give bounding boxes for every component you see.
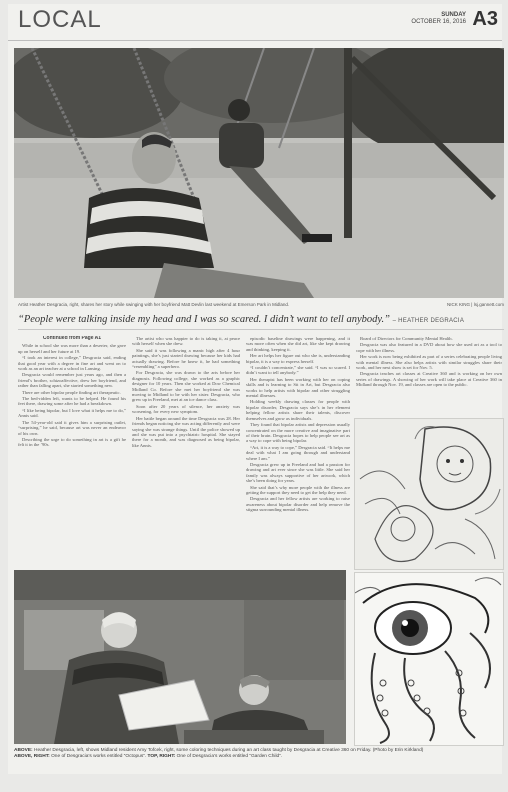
article-paragraph: She said that’s why more people with the illness are getting the support they need to get the help they need.: [246, 484, 350, 495]
article-paragraph: They found that bipolar artists and depression usually concentrated on the more creative and imaginative part of their brain. Desgracia hopes to help people see art as a way to cope with being bipolar.: [246, 422, 350, 444]
article-paragraph: Desgracia would remember just years ago, and then a friend’s brother, schizoaffective, drew her boyfriend, and rather than falling apart, she started something new.: [18, 372, 126, 389]
article-paragraph: She said it was following a manic high after 4 hour paintings, she’s just started drawing because her kids had actually drawing. Before he knew it, he had something “resembling” a superhero.: [132, 347, 240, 370]
article-paragraph: episodic baseline drawings were happening, and it was more often when she did art, like she kept drawing and thinking, keeping it.: [246, 336, 350, 352]
article-paragraph: There are other bipolar people finding art therapeutic.: [22, 389, 121, 395]
dateline: [411, 12, 466, 26]
article-paragraph: Her work is now being exhibited as part of a series celebrating people living with mental illness. She also helps artists with similar struggles share their work, and her next show is set for Nov. 5.: [356, 354, 502, 371]
article-paragraph: Board of Directors for Community Mental Health.: [360, 336, 453, 341]
article-paragraph: Holding weekly drawing classes for people with bipolar disorder, Desgracia says she’s in her element helping fellow artists share their talents, discover themselves and grow as individuals.: [246, 399, 350, 421]
pull-quote-attribution: – HEATHER DEGRACIA: [392, 318, 465, 324]
pull-quote-text: “People were talking inside my head and I was so scared. I didn’t want to tell anybody.”: [18, 314, 390, 325]
garden-child-drawing: [355, 419, 503, 569]
swing-photo-illustration: [14, 48, 504, 298]
article-paragraph: Desgracia grew up in Freeland and had a passion for drawing and art ever since she was little. She said her family was always supportive of her artwork, which she’s been doing for years.: [246, 461, 350, 484]
artwork-octopus: [354, 572, 504, 746]
caption-above-label: ABOVE:: [14, 748, 33, 753]
pull-quote: [18, 314, 504, 330]
bottom-photo: [14, 570, 346, 744]
article-paragraph: Describing the urge to do something in art is a gift he felt it in the ’90s.: [18, 436, 126, 448]
top-photo-caption-line: [18, 302, 504, 307]
article-paragraph: The 54-year-old said it gives him a surprising outlet, “surprising,” he said, because art was never an endeavor of his own.: [18, 419, 126, 436]
bottom-caption: [14, 748, 502, 760]
article-paragraph: Soon after 20 years of silence, her anxiety was worsening, for every new symptom.: [132, 403, 240, 415]
article-paragraph: While in school she was more than a deserter, she gave up on herself and her future at 19.: [18, 343, 126, 354]
caption-above-right: [14, 754, 502, 760]
article-paragraph: Desgracia was also featured in a DVD about how she used art as a tool to cope with her illness.: [356, 342, 502, 353]
caption-top-right-label: TOP, RIGHT:: [147, 754, 176, 759]
octopus-drawing: [355, 573, 503, 745]
top-photo-caption: Artist Heather Desgracia, right, shares her story while swinging with her boyfriend Matt Devlin last weekend at Emerson Park in Midland.: [18, 302, 290, 307]
art-class-photo-illustration: [14, 570, 346, 744]
article-paragraph: “I took an interest in college,” Desgracia said, ending that good year with a degree in fine art and went on to work as an art teacher at a school in Lansing.: [18, 355, 126, 372]
article-paragraph: “I like being bipolar, but I love what it helps me to do,” Annis said.: [18, 407, 126, 419]
dateline-date: OCTOBER 16, 2016: [411, 19, 466, 25]
article-paragraph: Desgracia and her fellow artists are working to raise awareness about bipolar disorder and help remove the stigma surrounding mental illness.: [246, 496, 350, 513]
artwork-garden-child: [354, 418, 504, 570]
article-paragraph: “Art, it is a way to cope,” Desgracia said. “It helps me deal with what I am going through and understand where I am.”: [246, 444, 350, 461]
article-paragraph: Her battle began around the time Desgracia was 28. Her friends began noticing she was acting differently and were saying she was strange things. Until the police showed up and she was put into a psychiatric hospital. She stayed there for a month, and was diagnosed as being bipolar, like Annis.: [132, 415, 240, 448]
article-column-3: [246, 336, 350, 560]
top-photo-credit: NICK KING | lsj.gannett.com: [447, 302, 504, 307]
article-paragraph: The bed-ridden left, wants to be helped. He found his feet there, drawing some after he had a breakdown.: [18, 396, 126, 407]
caption-above-right-label: ABOVE, RIGHT:: [14, 754, 50, 759]
page-number: A3: [472, 8, 498, 30]
article-paragraph: Desgracia teaches art classes at Creative 360 and is working on her own series of drawings. A showing of her work will take place at Creative 360 in Midland through Nov. 19, and classes are open to the public.: [356, 371, 502, 388]
section-title: LOCAL: [18, 6, 102, 33]
caption-above-text: Heather Desgracia, left, shows Midland resident Amy Tofcek, right, some coloring techniques during an art class taught by Desgracia at Creative 360 on Friday. (Photo by Erin Kirkland): [34, 748, 424, 753]
newspaper-page: [8, 4, 502, 774]
caption-top-right-text: One of Desgracia’s works entitled “Garden Child”.: [176, 754, 283, 759]
article-paragraph: Her art helps her figure out who she is, understanding bipolar, it is a way to express herself.: [246, 353, 350, 364]
article-column-1: [18, 336, 126, 564]
article-paragraph: For Desgracia, she was drawn to the arts before her diagnosis. Following college, she worked as a graphic designer for 10 years. Then she worked at Dow Chemical Midland Co. Before she met her boyfriend she was moving to Midland to be with her sister. Desgracia, who grew up in Freeland, met at an ice dance class.: [132, 370, 240, 403]
article-paragraph: “I couldn’t concentrate,” she said. “I was so scared. I didn’t want to tell anybody.”: [246, 365, 350, 376]
masthead: [8, 4, 502, 41]
article-paragraph: The artist who was happier to do is taking it, at peace with herself when she drew.: [132, 336, 240, 347]
top-photo: [14, 48, 504, 298]
article-column-2: [132, 336, 240, 564]
jump-head: Continued from Page A1: [42, 336, 102, 341]
dateline-day: SUNDAY: [441, 12, 466, 18]
article-column-4: [356, 336, 502, 416]
caption-above-right-text: One of Desgracia’s works entitled “Octopus”.: [51, 754, 147, 759]
article-paragraph: Her therapist has been working with her on coping skills and is learning to Sit in Art, but Desgracia also works to help artists with bipolar and other struggling mental illnesses.: [246, 376, 350, 399]
